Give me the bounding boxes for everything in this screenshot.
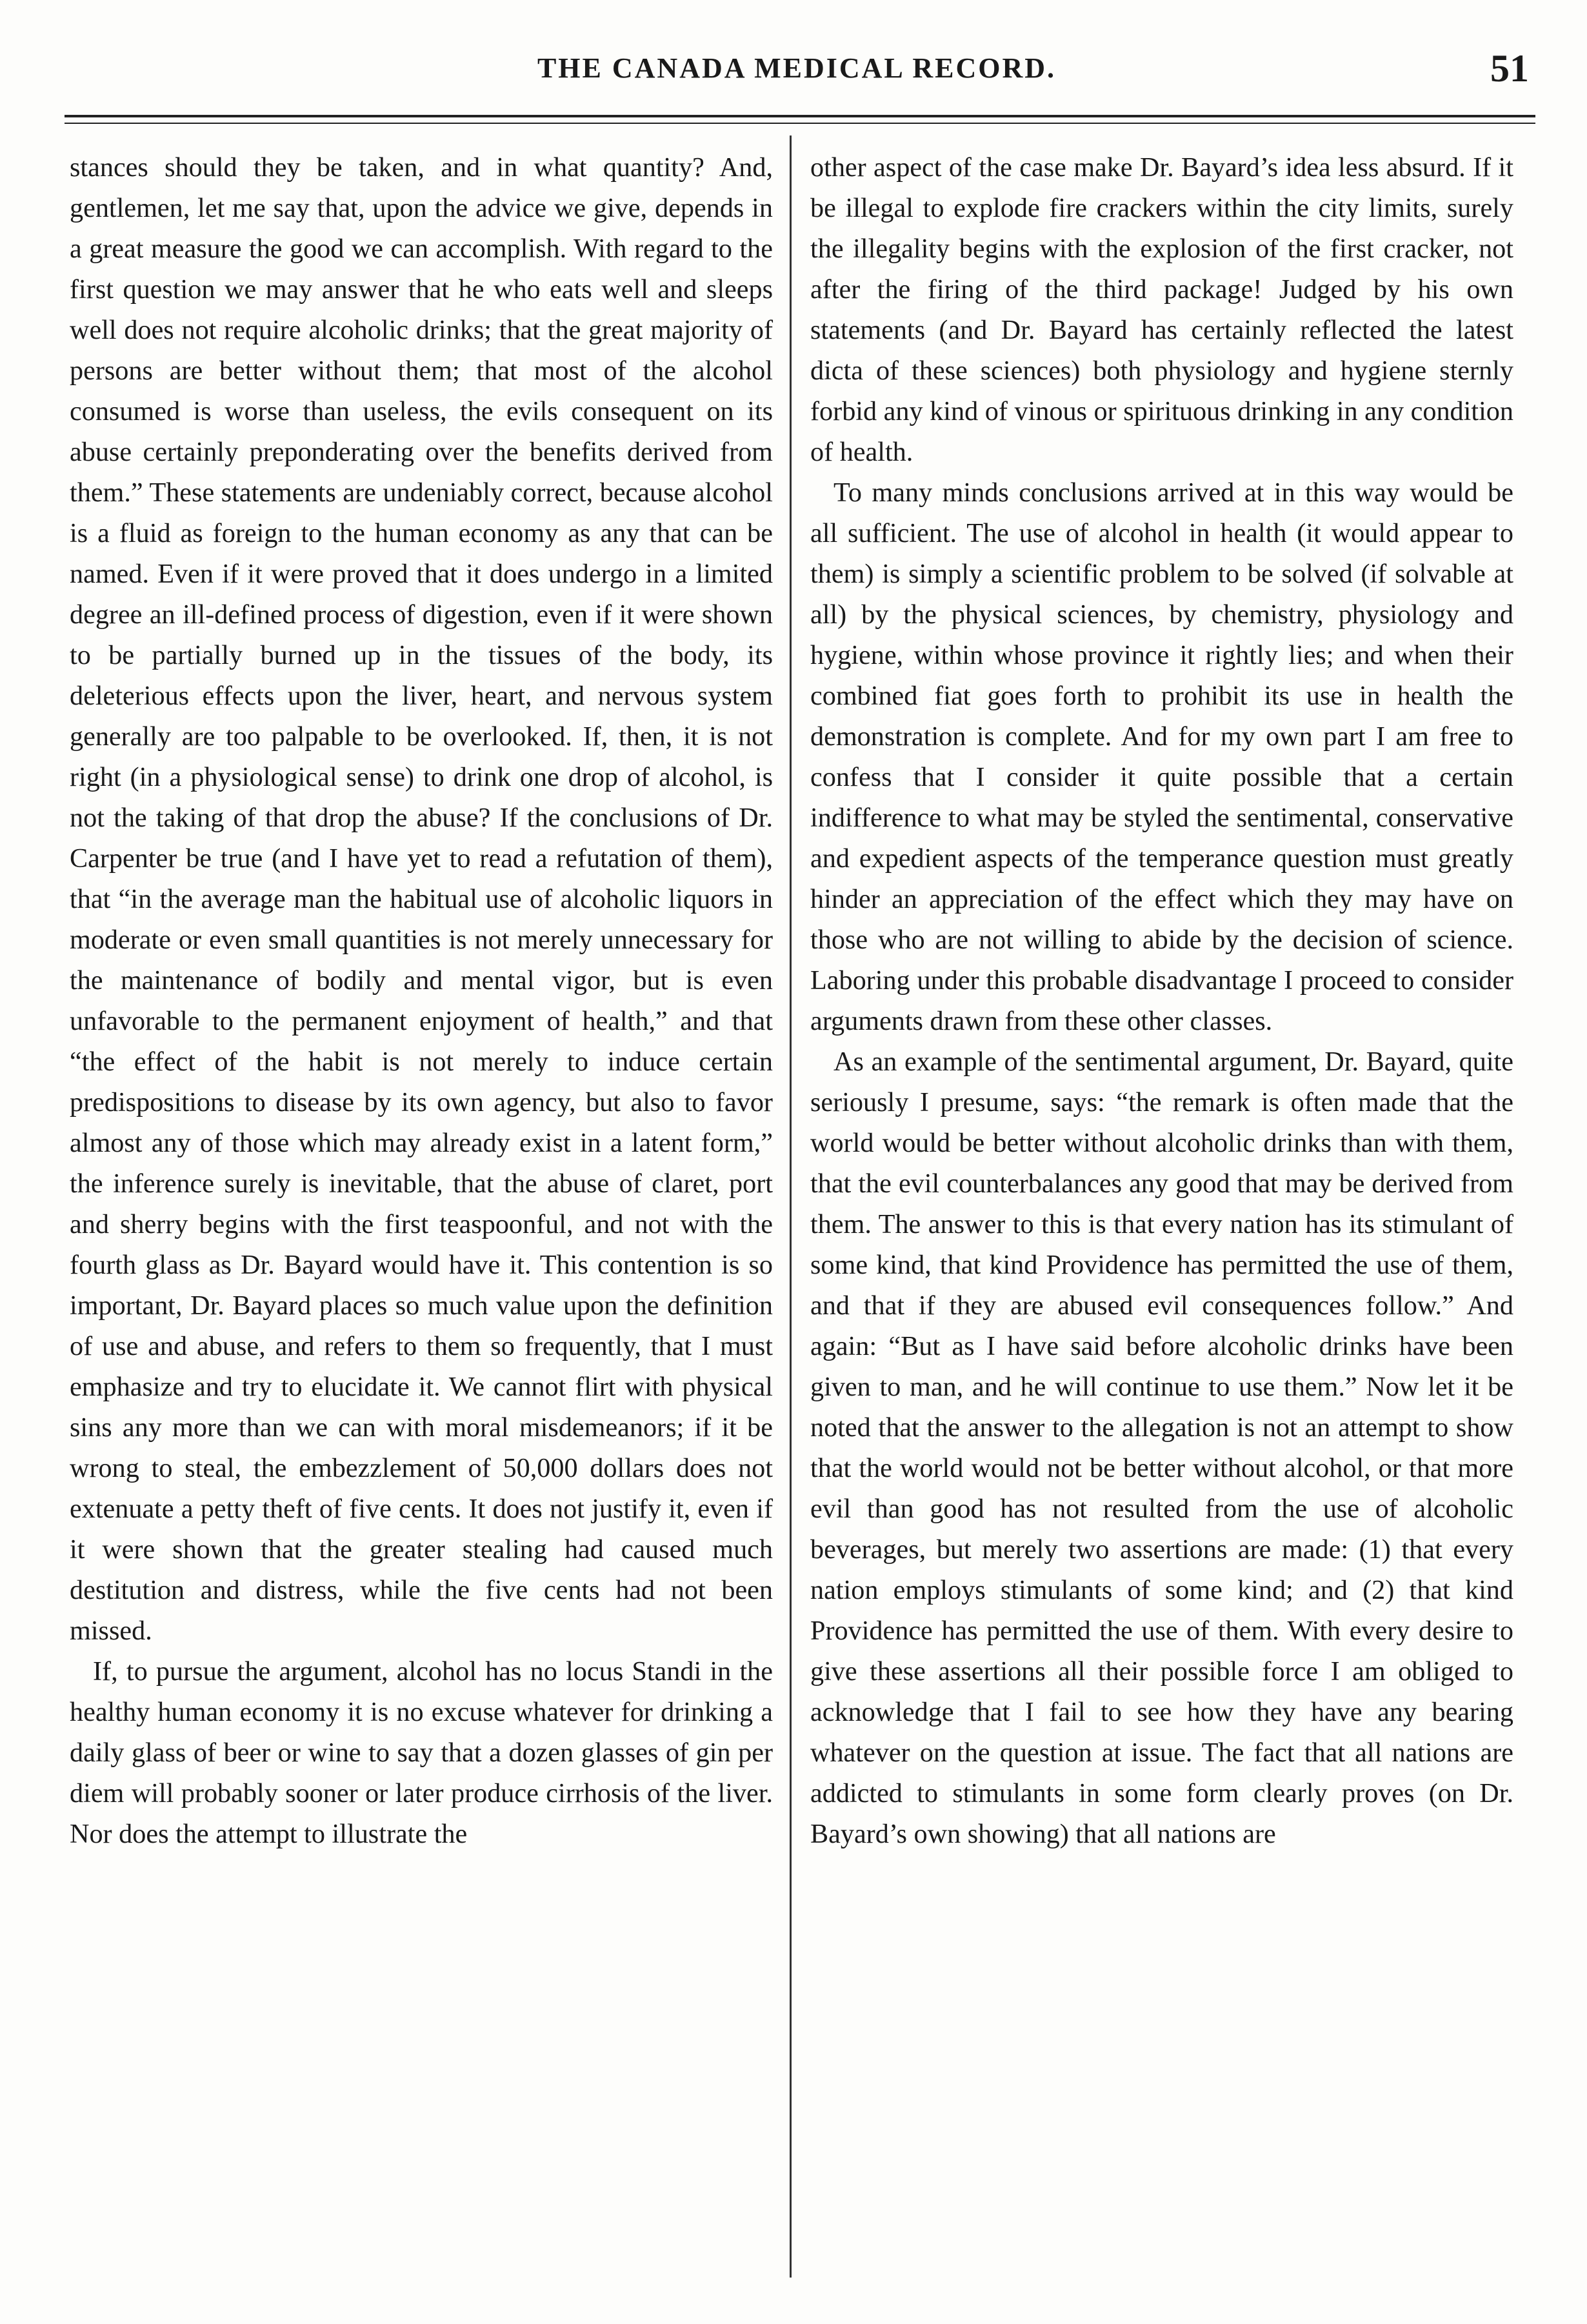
left-paragraph-1: stances should they be taken, and in what quantity? And, gentlemen, let me say that, upon the advice we give, depends in a great measure the good we can accomplish. With regard to the first question we may answer that he who eats well and sleeps well does not require alcoholic drinks; that the great majority of persons are better without them; that most of the alcohol consumed is worse than useless, the evils consequent on its abuse certainly preponderating over the benefits derived from them.” These statements are undeniably correct, because alcohol is a fluid as foreign to the human economy as any that can be named. Even if it were proved that it does undergo in a limited degree an ill-defined process of digestion, even if it were shown to be partially burned up in the tissues of the body, its deleterious effects upon the liver, heart, and nervous system generally are too palpable to be overlooked. If, then, it is not right (in a physiological sense) to drink one drop of alcohol, is not the taking of that drop the abuse? If the conclusions of Dr. Carpenter be true (and I have yet to read a refutation of them), that “in the average man the habitual use of alcoholic liquors in moderate or even small quantities is not merely unnecessary for the maintenance of bodily and mental vigor, but is even unfavorable to the permanent enjoyment of health,” and that “the effect of the habit is not merely to induce certain predispositions to disease by its own agency, but also to favor almost any of those which may already exist in a latent form,” the inference surely is inevitable, that the abuse of claret, port and sherry begins with the first teaspoonful, and not with the fourth glass as Dr. Bayard would have it. This contention is so important, Dr. Bayard places so much value upon the definition of use and abuse, and refers to them so frequently, that I must emphasize and try to elucidate it. We cannot flirt with physical sins any more than we can with moral misdemeanors; if it be wrong to steal, the embezzlement of 50,000 dollars does not extenuate a petty theft of five cents. It does not justify it, even if it were shown that the greater stealing had caused much destitution and distress, while the five cents had not been missed. bbox=[70, 152, 773, 1646]
right-column bbox=[810, 147, 1513, 1854]
right-paragraph-2: To many minds conclusions arrived at in this way would be all sufficient. The use of alcohol in health (it would appear to them) is simply a scientific problem to be solved (if solvable at all) by the physical sciences, by chemistry, physiology and hygiene, within whose province it rightly lies; and when their combined fiat goes forth to prohibit its use in health the demonstration is complete. And for my own part I am free to confess that I consider it quite possible that a certain indifference to what may be styled the sentimental, conservative and expedient aspects of the temperance question must greatly hinder an appreciation of the effect which they may have on those who are not willing to abide by the decision of science. Laboring under this probable disadvantage I proceed to consider arguments drawn from these other classes. bbox=[810, 477, 1513, 1036]
page-header bbox=[65, 46, 1529, 105]
left-paragraph-2: If, to pursue the argument, alcohol has no locus Standi in the healthy human economy it is no excuse whatever for drinking a daily glass of beer or wine to say that a dozen glasses of gin per diem will probably sooner or later produce cirrhosis of the liver. Nor does the attempt to illustrate the bbox=[70, 1656, 773, 1849]
column-divider bbox=[790, 135, 792, 2278]
left-column bbox=[70, 147, 773, 1854]
page-number: 51 bbox=[1490, 47, 1529, 90]
right-paragraph-3: As an example of the sentimental argument, Dr. Bayard, quite seriously I presume, says: “the remark is often made that the world would be better without alcoholic drinks than with them, that the evil counterbalances any good that may be derived from them. The answer to this is that every nation has its stimulant of some kind, that kind Providence has permitted the use of them, and that if they are abused evil consequences follow.” And again: “But as I have said before alcoholic drinks have been given to man, and he will continue to use them.” Now let it be noted that the answer to the allegation is not an attempt to show that the world would not be better without alcohol, or that more evil than good has not resulted from the use of alcoholic beverages, but merely two assertions are made: (1) that every nation employs stimulants of some kind; and (2) that kind Providence has permitted the use of them. With every desire to give these assertions all their possible force I am obliged to acknowledge that I fail to see how they have any bearing whatever on the question at issue. The fact that all nations are addicted to stimulants in some form clearly proves (on Dr. Bayard’s own showing) that all nations are bbox=[810, 1047, 1513, 1849]
header-rule-thin bbox=[65, 123, 1535, 124]
header-rule-thick bbox=[65, 115, 1535, 117]
running-title: THE CANADA MEDICAL RECORD. bbox=[537, 52, 1057, 84]
right-paragraph-1: other aspect of the case make Dr. Bayard’s idea less absurd. If it be illegal to explode fire crackers within the city limits, surely the illegality begins with the explosion of the first cracker, not after the firing of the third package! Judged by his own statements (and Dr. Bayard has certainly reflected the latest dicta of these sciences) both physiology and hygiene sternly forbid any kind of vinous or spirituous drinking in any condition of health. bbox=[810, 152, 1513, 467]
